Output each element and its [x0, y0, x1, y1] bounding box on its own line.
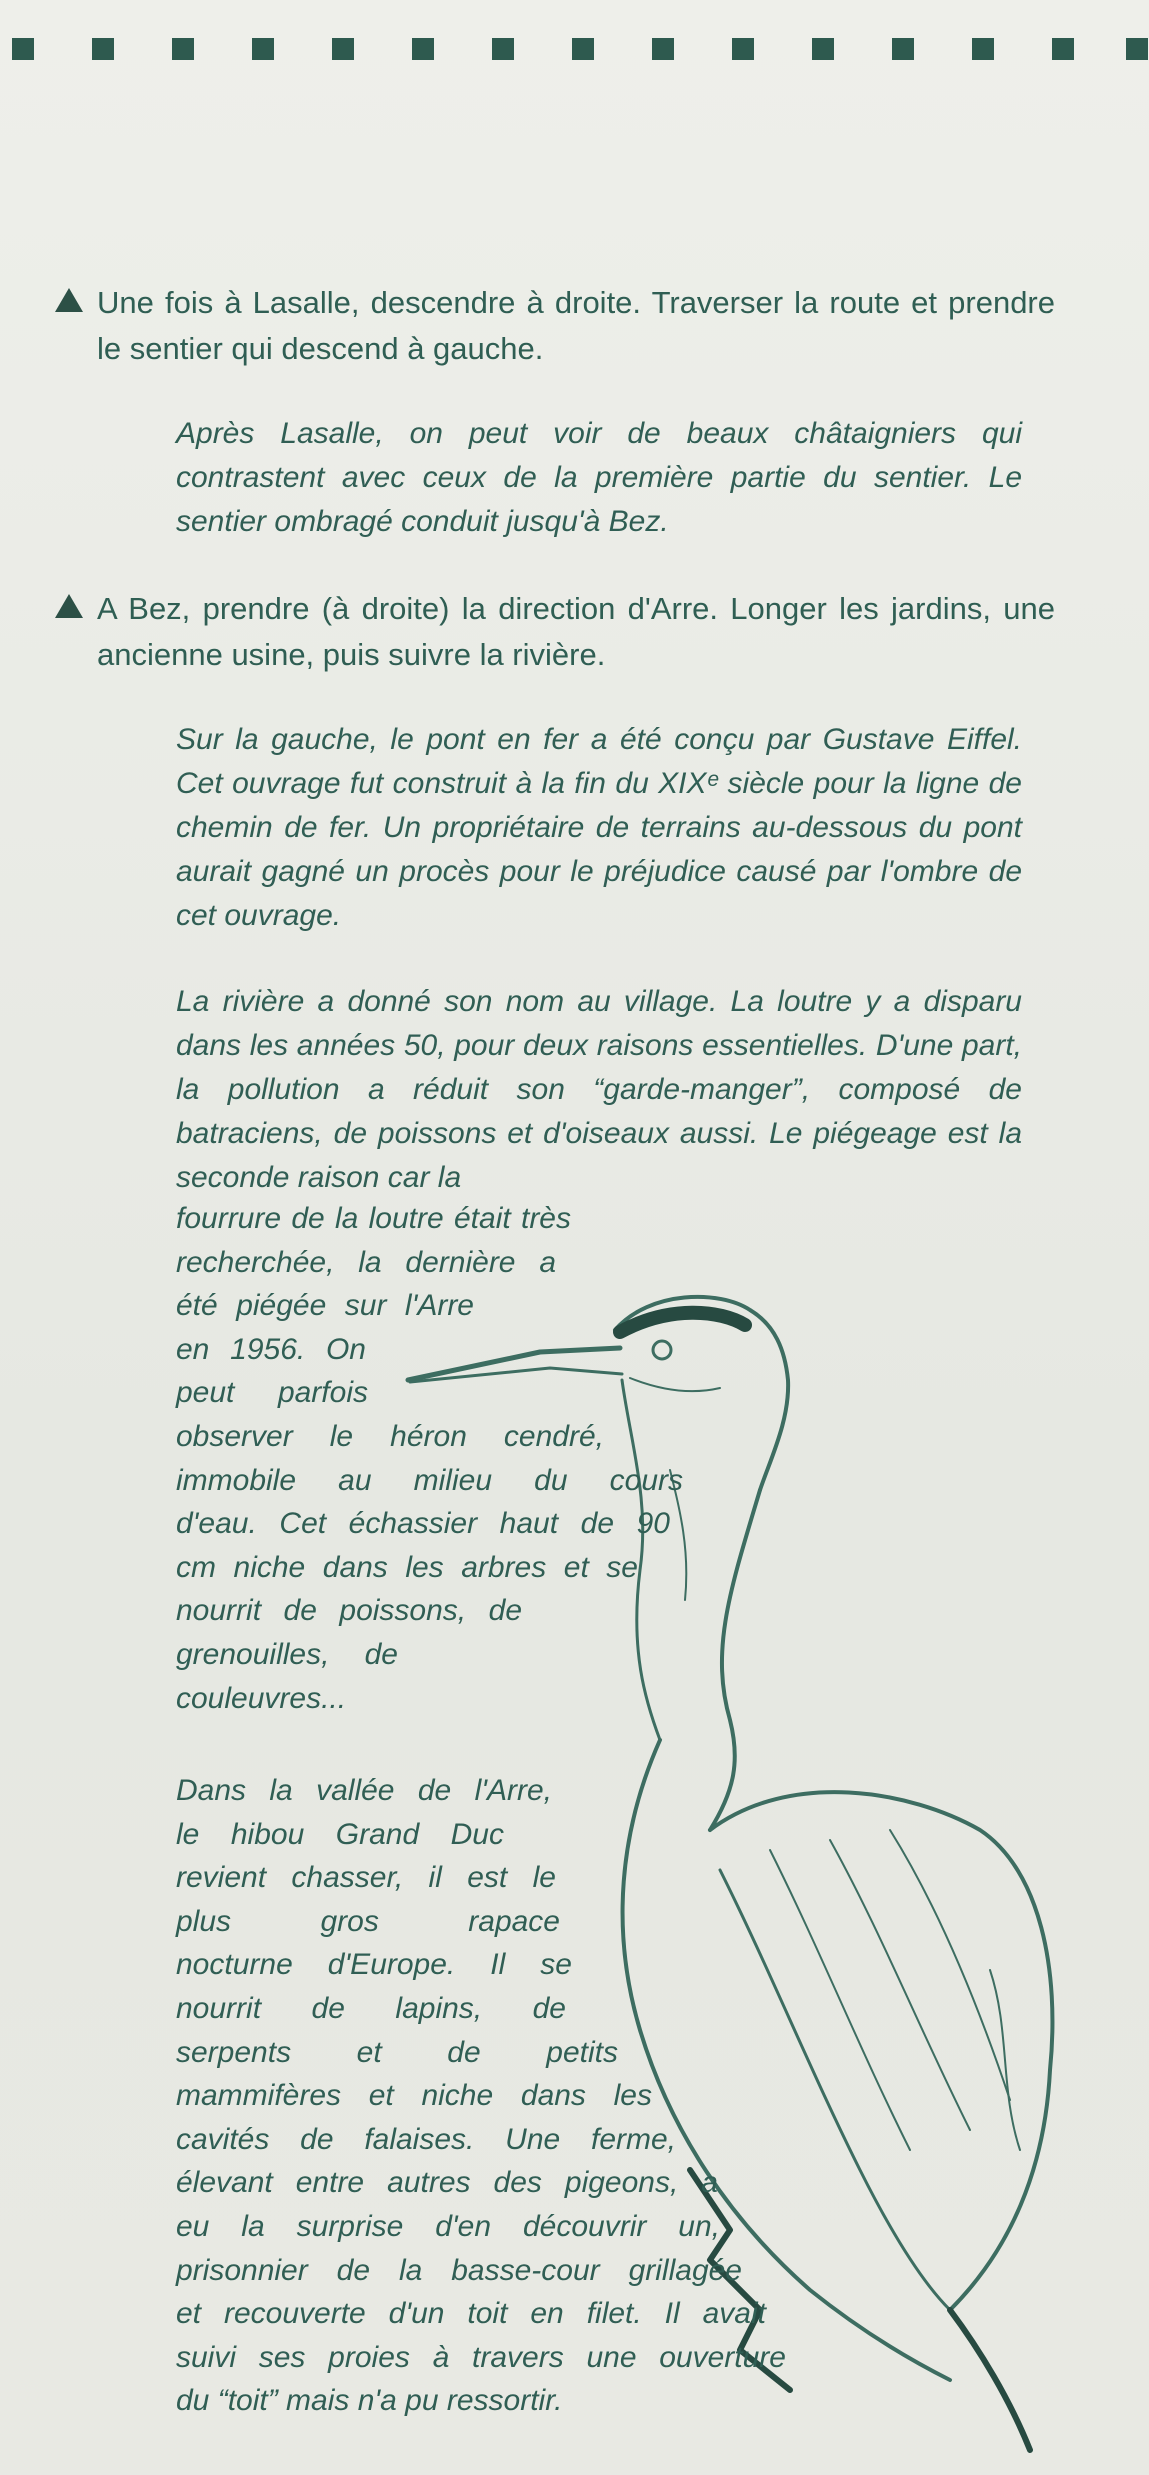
- text-line: prisonnier de la basse-cour grillagée: [176, 2253, 742, 2287]
- note-grand-duc-owl-column: [176, 1769, 786, 2423]
- heron-hatching: [990, 1970, 1020, 2150]
- text-line: revient chasser, il est le: [176, 1861, 556, 1895]
- note-otter-heron-column: [176, 1197, 683, 1720]
- square-icon: [732, 38, 754, 60]
- text-line: immobile au milieu du cours: [176, 1463, 683, 1497]
- text-line: et recouverte d'un toit en filet. Il avait: [176, 2297, 766, 2331]
- heron-crest: [620, 1313, 745, 1332]
- text-line: suivi ses proies à travers une ouverture: [176, 2340, 786, 2374]
- text-line: nourrit de lapins, de: [176, 1991, 566, 2025]
- text-line: mammifères et niche dans les: [176, 2079, 652, 2113]
- square-icon: [252, 38, 274, 60]
- text-line: couleuvres...: [176, 1681, 347, 1715]
- square-icon: [12, 38, 34, 60]
- route-step-lasalle: [55, 280, 1055, 372]
- text-line: eu la surprise d'en découvrir un,: [176, 2209, 720, 2243]
- square-icon: [972, 38, 994, 60]
- heron-eye: [653, 1341, 671, 1359]
- text-line: cavités de falaises. Une ferme,: [176, 2122, 676, 2156]
- text-line: d'eau. Cet échassier haut de 90: [176, 1507, 670, 1541]
- triangle-bullet-icon: [55, 594, 83, 618]
- text-line: nocturne d'Europe. Il se: [176, 1948, 572, 1982]
- text-line: nourrit de poissons, de: [176, 1594, 522, 1628]
- route-step-bez: [55, 586, 1055, 678]
- text-line: été piégée sur l'Arre: [176, 1289, 474, 1323]
- text-line: recherchée, la dernière a: [176, 1245, 556, 1279]
- square-icon: [572, 38, 594, 60]
- text-line: plus gros rapace: [176, 1904, 560, 1938]
- text-line: élevant entre autres des pigeons, a: [176, 2166, 718, 2200]
- heron-cheek: [630, 1378, 720, 1391]
- square-icon: [412, 38, 434, 60]
- text-line: cm niche dans les arbres et se: [176, 1550, 638, 1584]
- heron-wing-line: [770, 1850, 910, 2150]
- square-icon: [92, 38, 114, 60]
- square-icon: [172, 38, 194, 60]
- text-line: peut parfois: [176, 1376, 368, 1410]
- decorative-square-border: [0, 38, 1149, 62]
- text-line: en 1956. On: [176, 1332, 366, 1366]
- note-chestnut-trees: Après Lasalle, on peut voir de beaux châtaigniers qui contrastent avec ceux de la première partie du sentier. Le sentier ombragé conduit jusqu'à Bez.: [176, 417, 1022, 538]
- text-line: fourrure de la loutre était très: [176, 1202, 571, 1235]
- text-line: observer le héron cendré,: [176, 1419, 604, 1453]
- text-line: serpents et de petits: [176, 2035, 618, 2069]
- text-line: Dans la vallée de l'Arre,: [176, 1774, 552, 1807]
- text-line: du “toit” mais n'a pu ressortir.: [176, 2384, 563, 2418]
- square-icon: [652, 38, 674, 60]
- note-otter-intro: La rivière a donné son nom au village. La loutre y a disparu dans les années 50, pour deux raisons essentielles. D'une part, la pollution a réduit son “garde-manger”, composé de batraciens, de poissons et d'oiseaux aussi. Le piégeage est la seconde raison car la: [176, 985, 1022, 1194]
- square-icon: [332, 38, 354, 60]
- text-line: le hibou Grand Duc: [176, 1817, 504, 1851]
- route-step-text: Une fois à Lasalle, descendre à droite. Traverser la route et prendre le sentier qui descend à gauche.: [97, 285, 1055, 366]
- heron-wing-line: [830, 1840, 970, 2130]
- square-icon: [892, 38, 914, 60]
- route-step-text: A Bez, prendre (à droite) la direction d'Arre. Longer les jardins, une ancienne usine, puis suivre la rivière.: [97, 591, 1055, 672]
- square-icon: [1052, 38, 1074, 60]
- heron-tail-shade: [950, 2310, 1030, 2450]
- note-eiffel-bridge: Sur la gauche, le pont en fer a été conçu par Gustave Eiffel. Cet ouvrage fut construit à la fin du XIXᵉ siècle pour la ligne de chemin de fer. Un propriétaire de terrains au-dessous du pont aurait gagné un procès pour le préjudice causé par l'ombre de cet ouvrage.: [176, 723, 1022, 932]
- text-line: grenouilles, de: [176, 1637, 398, 1671]
- square-icon: [1126, 38, 1148, 60]
- square-icon: [492, 38, 514, 60]
- triangle-bullet-icon: [55, 288, 83, 312]
- square-icon: [812, 38, 834, 60]
- heron-wing-line: [890, 1830, 1010, 2100]
